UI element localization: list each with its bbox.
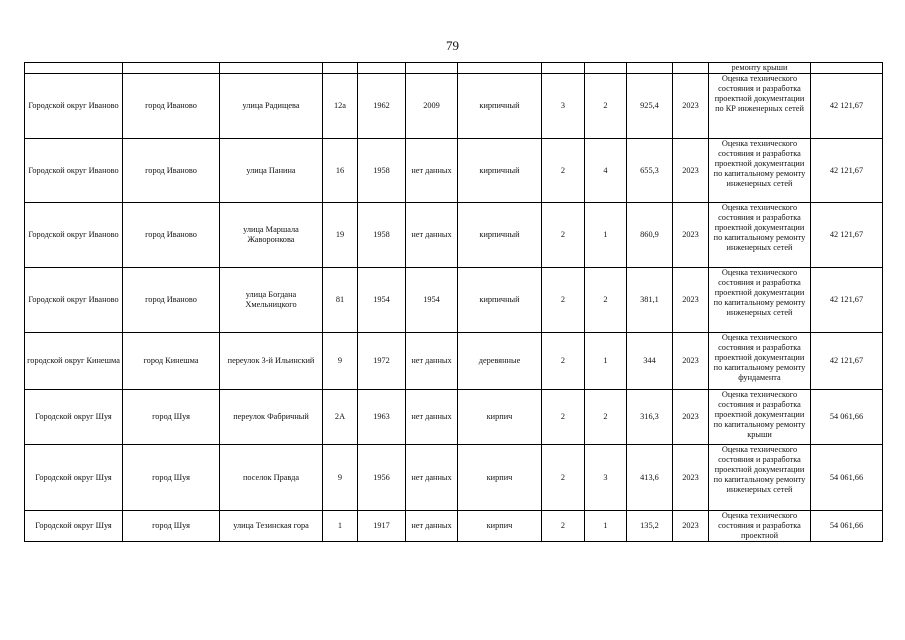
cell-plan-year: 2023 — [673, 139, 709, 203]
cell-work-type: Оценка технического состояния и разработка проектной документации по капитальному ремонту инженерных сетей — [709, 268, 811, 333]
cell-empty — [811, 63, 883, 74]
cell-work-type: Оценка технического состояния и разработка проектной документации по капитальному ремонту инженерных сетей — [709, 139, 811, 203]
cell-cost: 54 061,66 — [811, 445, 883, 511]
cell-empty — [585, 63, 627, 74]
cell-wall-material: кирпич — [458, 445, 542, 511]
cell-renovation-year: 1954 — [406, 268, 458, 333]
cell-area: 655,3 — [627, 139, 673, 203]
cell-cost: 54 061,66 — [811, 511, 883, 542]
cell-plan-year: 2023 — [673, 390, 709, 445]
cell-renovation-year: нет данных — [406, 333, 458, 390]
cell-street: улица Радищева — [220, 74, 323, 139]
cell-street: переулок 3-й Ильинский — [220, 333, 323, 390]
cell-entrances: 2 — [585, 268, 627, 333]
cell-city: город Шуя — [123, 390, 220, 445]
cell-floors: 2 — [542, 511, 585, 542]
cell-work-type: ремонту крыши — [709, 63, 811, 74]
cell-municipality: Городской округ Шуя — [25, 445, 123, 511]
cell-wall-material: деревянные — [458, 333, 542, 390]
cell-area: 344 — [627, 333, 673, 390]
cell-renovation-year: нет данных — [406, 139, 458, 203]
table-row — [25, 333, 883, 390]
table-row — [25, 63, 883, 74]
cell-plan-year: 2023 — [673, 333, 709, 390]
cell-wall-material: кирпич — [458, 511, 542, 542]
cell-cost: 54 061,66 — [811, 390, 883, 445]
cell-house: 12а — [323, 74, 358, 139]
cell-municipality: Городской округ Иваново — [25, 139, 123, 203]
cell-cost: 42 121,67 — [811, 74, 883, 139]
cell-area: 381,1 — [627, 268, 673, 333]
cell-empty — [123, 63, 220, 74]
cell-work-type: Оценка технического состояния и разработка проектной документации по КР инженерных сетей — [709, 74, 811, 139]
cell-entrances: 3 — [585, 445, 627, 511]
cell-floors: 2 — [542, 445, 585, 511]
cell-city: город Кинешма — [123, 333, 220, 390]
cell-built-year: 1962 — [358, 74, 406, 139]
cell-plan-year: 2023 — [673, 74, 709, 139]
cell-built-year: 1954 — [358, 268, 406, 333]
cell-empty — [673, 63, 709, 74]
cell-built-year: 1972 — [358, 333, 406, 390]
cell-municipality: Городской округ Иваново — [25, 203, 123, 268]
cell-house: 2А — [323, 390, 358, 445]
table-row — [25, 511, 883, 542]
cell-area: 925,4 — [627, 74, 673, 139]
cell-plan-year: 2023 — [673, 445, 709, 511]
cell-city: город Иваново — [123, 203, 220, 268]
cell-street: улица Панина — [220, 139, 323, 203]
cell-built-year: 1958 — [358, 203, 406, 268]
table-row — [25, 74, 883, 139]
cell-renovation-year: нет данных — [406, 390, 458, 445]
housing-register-table — [24, 62, 883, 542]
cell-house: 16 — [323, 139, 358, 203]
cell-entrances: 4 — [585, 139, 627, 203]
cell-empty — [627, 63, 673, 74]
cell-city: город Шуя — [123, 511, 220, 542]
cell-plan-year: 2023 — [673, 268, 709, 333]
cell-floors: 2 — [542, 333, 585, 390]
cell-street: улица Тезинская гора — [220, 511, 323, 542]
cell-house: 1 — [323, 511, 358, 542]
cell-municipality: Городской округ Шуя — [25, 511, 123, 542]
cell-built-year: 1963 — [358, 390, 406, 445]
cell-street: улица Маршала Жаворонкова — [220, 203, 323, 268]
cell-work-type: Оценка технического состояния и разработка проектной — [709, 511, 811, 542]
cell-house: 81 — [323, 268, 358, 333]
cell-municipality: Городской округ Иваново — [25, 74, 123, 139]
cell-house: 19 — [323, 203, 358, 268]
cell-empty — [323, 63, 358, 74]
cell-street: поселок Правда — [220, 445, 323, 511]
cell-plan-year: 2023 — [673, 511, 709, 542]
cell-work-type: Оценка технического состояния и разработка проектной документации по капитальному ремонту фундамента — [709, 333, 811, 390]
cell-wall-material: кирпичный — [458, 268, 542, 333]
cell-cost: 42 121,67 — [811, 333, 883, 390]
cell-empty — [25, 63, 123, 74]
cell-floors: 2 — [542, 203, 585, 268]
cell-floors: 2 — [542, 139, 585, 203]
table-row — [25, 390, 883, 445]
cell-wall-material: кирпичный — [458, 74, 542, 139]
cell-entrances: 1 — [585, 333, 627, 390]
cell-cost: 42 121,67 — [811, 139, 883, 203]
cell-work-type: Оценка технического состояния и разработка проектной документации по капитальному ремонту инженерных сетей — [709, 203, 811, 268]
cell-built-year: 1958 — [358, 139, 406, 203]
cell-city: город Иваново — [123, 139, 220, 203]
cell-empty — [458, 63, 542, 74]
cell-cost: 42 121,67 — [811, 268, 883, 333]
cell-empty — [542, 63, 585, 74]
cell-built-year: 1956 — [358, 445, 406, 511]
cell-city: город Иваново — [123, 268, 220, 333]
page-number: 79 — [446, 38, 459, 53]
cell-renovation-year: 2009 — [406, 74, 458, 139]
cell-street: улица Богдана Хмельницкого — [220, 268, 323, 333]
cell-wall-material: кирпичный — [458, 203, 542, 268]
cell-area: 413,6 — [627, 445, 673, 511]
cell-municipality: Городской округ Шуя — [25, 390, 123, 445]
cell-entrances: 1 — [585, 203, 627, 268]
cell-entrances: 2 — [585, 74, 627, 139]
cell-city: город Иваново — [123, 74, 220, 139]
cell-floors: 2 — [542, 390, 585, 445]
cell-renovation-year: нет данных — [406, 445, 458, 511]
cell-area: 860,9 — [627, 203, 673, 268]
cell-wall-material: кирпичный — [458, 139, 542, 203]
cell-empty — [406, 63, 458, 74]
cell-area: 135,2 — [627, 511, 673, 542]
cell-entrances: 1 — [585, 511, 627, 542]
cell-empty — [220, 63, 323, 74]
cell-built-year: 1917 — [358, 511, 406, 542]
cell-renovation-year: нет данных — [406, 203, 458, 268]
cell-municipality: Городской округ Иваново — [25, 268, 123, 333]
table-row — [25, 268, 883, 333]
cell-floors: 2 — [542, 268, 585, 333]
cell-renovation-year: нет данных — [406, 511, 458, 542]
cell-work-type: Оценка технического состояния и разработка проектной документации по капитальному ремонту инженерных сетей — [709, 445, 811, 511]
cell-empty — [358, 63, 406, 74]
table-row — [25, 139, 883, 203]
table-row — [25, 203, 883, 268]
cell-wall-material: кирпич — [458, 390, 542, 445]
cell-house: 9 — [323, 333, 358, 390]
cell-plan-year: 2023 — [673, 203, 709, 268]
cell-city: город Шуя — [123, 445, 220, 511]
cell-entrances: 2 — [585, 390, 627, 445]
cell-street: переулок Фабричный — [220, 390, 323, 445]
table-row — [25, 445, 883, 511]
cell-municipality: городской округ Кинешма — [25, 333, 123, 390]
cell-cost: 42 121,67 — [811, 203, 883, 268]
cell-work-type: Оценка технического состояния и разработка проектной документации по капитальному ремонту крыши — [709, 390, 811, 445]
cell-house: 9 — [323, 445, 358, 511]
cell-floors: 3 — [542, 74, 585, 139]
cell-area: 316,3 — [627, 390, 673, 445]
